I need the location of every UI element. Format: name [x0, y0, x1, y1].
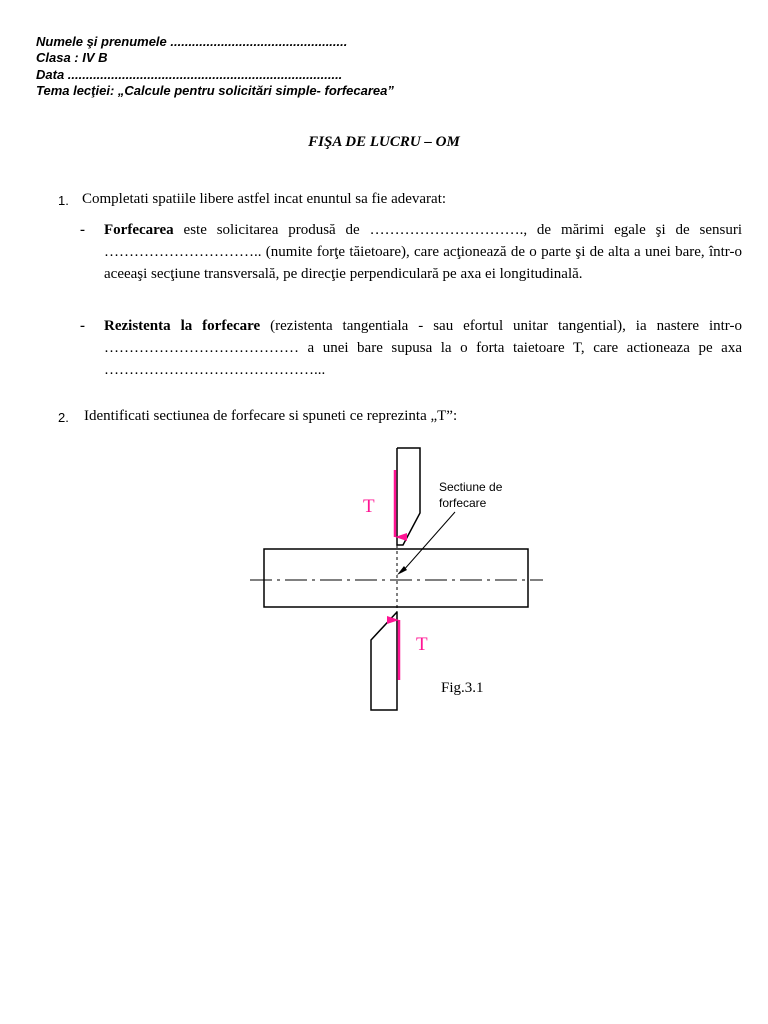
question-2-text: Identificati sectiunea de forfecare si spuneti ce reprezinta „T”: [84, 408, 458, 424]
term-forfecarea: Forfecarea [104, 222, 174, 238]
topic-prefix: Tema lecţiei: [36, 83, 118, 98]
term-rezistenta: Rezistenta la forfecare [104, 318, 261, 334]
question-2-number: 2. [58, 410, 69, 425]
question-1-text: Completati spatiile libere astfel incat enuntul sa fie adevarat: [82, 191, 447, 207]
force-label-bottom: T [416, 634, 428, 655]
figure-caption: Fig.3.1 [441, 680, 484, 696]
student-name-line: Numele şi prenumele ................................................. [36, 34, 348, 49]
section-label-line1: Sectiune de [439, 480, 503, 494]
date-line: Data ............................................................................ [36, 67, 343, 82]
section-label-line2: forfecare [439, 496, 487, 510]
item-text: este solicitarea produsă de …………………………., de mărimi egale şi de sensuri ………………………….. (numite forţe tăietoare), care acţionează de o parte şi de alta a unei bare, într-o aceeaşi secţiune transversală, pe direcţie perpendiculară pe axa ei longitudinală. [104, 222, 742, 282]
item-dash: - [80, 222, 85, 238]
lower-blade [371, 612, 397, 710]
bar [264, 549, 528, 607]
force-label-top: T [363, 496, 375, 517]
section-leader-line [402, 512, 455, 572]
worksheet-title: FIŞA DE LUCRU – OM [308, 134, 460, 150]
topic-title: „Calcule pentru solicitări simple- forfecarea” [117, 83, 394, 98]
question-1-number: 1. [58, 193, 69, 208]
upper-blade [397, 448, 420, 545]
item-text: (rezistenta tangentiala - sau efortul unitar tangential), ia nastere intr-o ………………………………… a unei bare supusa la o forta taietoare T, care actioneaza pe axa ……………………………………... [104, 318, 742, 378]
item-dash: - [80, 318, 85, 334]
class-line: Clasa : IV B [36, 50, 108, 65]
